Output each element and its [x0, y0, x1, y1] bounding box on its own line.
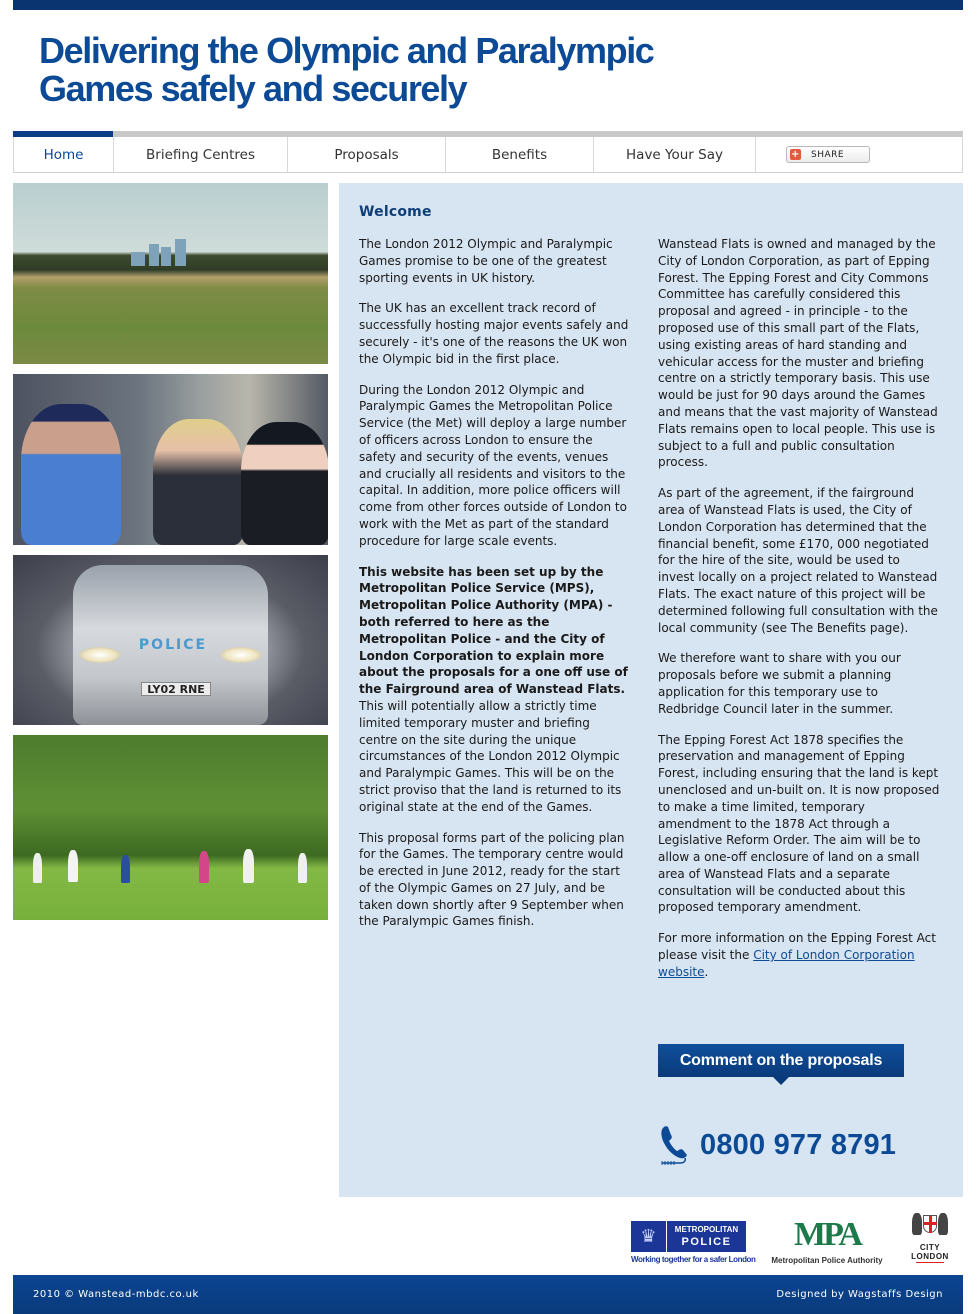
cricket-player — [199, 851, 209, 883]
person-officer — [241, 422, 328, 545]
phone-contact — [658, 1123, 896, 1167]
top-bar — [13, 0, 963, 10]
city-crest-icon — [910, 1211, 950, 1243]
paragraph: The Epping Forest Act 1878 specifies the preservation and management of Epping Forest, including ensuring that the land is kept unenclosed and un-built on. It is now proposed to make a time limited, temporary amendment to the 1878 Act through a Legislative Reform Order. The aim will be to allow a one-off enclosure of land on a small area of Wanstead Flats and a separate consultation will be conducted about this proposed temporary amendment. — [658, 732, 940, 915]
mpa-subtitle: Metropolitan Police Authority — [771, 1256, 883, 1265]
person-man — [21, 404, 121, 545]
paragraph: This proposal forms part of the policing plan for the Games. The temporary centre would be erected in June 2012, ready for the start of the Olympic Games on 27 July, and be taken down shortly after 9 September when the Paralympic Games finish. — [359, 830, 625, 929]
share-container — [756, 137, 962, 172]
met-line-2: POLICE — [681, 1236, 732, 1248]
person-woman — [153, 419, 243, 545]
right-text-column — [658, 236, 940, 995]
plus-icon: + — [791, 148, 800, 160]
cricket-player — [121, 855, 130, 883]
cricket-player — [243, 849, 254, 883]
footer — [13, 1275, 963, 1314]
paragraph-suffix: . — [704, 964, 709, 979]
site-title-line-1: Delivering the Olympic and Paralympic — [39, 30, 654, 71]
city-of-london-logo[interactable] — [906, 1211, 954, 1263]
cricket-player — [33, 853, 42, 883]
photo-wanstead-flats — [13, 183, 328, 364]
share-label: SHARE — [811, 149, 845, 160]
nav-proposals[interactable]: Proposals — [288, 137, 446, 172]
paragraph: We therefore want to share with you our proposals before we submit a planning application for this temporary use to Redbridge Council later in the summer. — [658, 651, 901, 716]
met-tagline: Working together for a safer London — [631, 1255, 756, 1264]
met-logo-box — [631, 1221, 746, 1252]
paragraph: Wanstead Flats is owned and managed by the City of London Corporation, as part of Epping Forest. The Epping Forest and City Commons Committee has carefully considered this proposal and agreed - in principle - to the proposed use of this small part of the Flats, using existing areas of hard standing and vehicular access for the muster and briefing centre on a strictly temporary basis. This use would be just for 90 days around the Games and means that the vast majority of Wanstead Flats remains open to local people. This use is subject to a full and public consultation process. — [658, 237, 938, 470]
nav-briefing-centres[interactable]: Briefing Centres — [114, 137, 288, 172]
mpa-logo[interactable] — [767, 1218, 887, 1265]
paragraph: The London 2012 Olympic and Paralympic Games promise to be one of the greatest sporting events in UK history. — [359, 237, 613, 285]
footer-copyright: 2010 © Wanstead-mbdc.co.uk — [33, 1289, 199, 1300]
car-headlight-right — [220, 647, 262, 663]
photo-cricket — [13, 735, 328, 920]
skyline-graphic — [123, 238, 198, 266]
car-police-text: POLICE — [138, 637, 208, 653]
paragraph-bold-intro: This website has been set up by the Metropolitan Police Service (MPS), Metropolitan Police Authority (MPA) - both referred to here as the Metropolitan Police - and the City of London Corporation to explain more about the proposals for a one off use of the Fairground area of Wanstead Flats. — [359, 564, 628, 697]
paragraph: The UK has an excellent track record of successfully hosting major events safely and securely - it's one of the reasons the UK won the Olympic bid in the first place. — [359, 301, 629, 366]
nav-benefits[interactable]: Benefits — [446, 137, 594, 172]
photo-police-residents — [13, 374, 328, 545]
comment-on-proposals-button[interactable]: Comment on the proposals — [658, 1044, 904, 1077]
nav-home[interactable]: Home — [14, 137, 114, 172]
met-line-1: METROPOLITAN — [674, 1225, 739, 1234]
main-nav — [13, 131, 963, 173]
share-button[interactable] — [786, 146, 870, 163]
photo-column — [13, 183, 328, 930]
content-panel — [339, 183, 963, 1197]
paragraph-rest: This will potentially allow a strictly time limited temporary muster and briefing centre on the site during the unique circumstances of the London 2012 Olympic and Paralympic Games. This will be on the strict proviso that the land is returned to its original state at the end of the Games. — [359, 698, 622, 814]
cricket-player — [298, 853, 307, 883]
photo-police-car — [13, 555, 328, 725]
city-line-2: LONDON — [911, 1252, 949, 1261]
met-logo-text — [667, 1221, 746, 1252]
city-of-london-link[interactable]: City of London Corporation website — [658, 948, 915, 979]
left-text-column — [359, 236, 629, 944]
phone-icon — [658, 1123, 694, 1167]
car-headlight-left — [79, 647, 121, 663]
car-plate: LY02 RNE — [141, 682, 211, 696]
city-line-1: CITY — [919, 1243, 941, 1252]
welcome-heading: Welcome — [359, 204, 432, 220]
paragraph — [658, 930, 940, 980]
site-title-line-2: Games safely and securely — [39, 68, 467, 109]
mpa-mark: MPA — [794, 1216, 860, 1253]
crest-icon: ♛ — [631, 1221, 667, 1252]
site-title — [39, 32, 799, 108]
paragraph: During the London 2012 Olympic and Paralympic Games the Metropolitan Police Service (the Met) will deploy a large number of officers across London to ensure the safety and security of the events, venues and crucially all residents and visitors to the capital. In addition, more police officers will come from other forces outside of London to work with the Met as part of the standard procedure for large scale events. — [359, 382, 627, 548]
footer-credit[interactable]: Designed by Wagstaffs Design — [776, 1289, 943, 1300]
phone-number: 0800 977 8791 — [700, 1128, 897, 1161]
nav-have-your-say[interactable]: Have Your Say — [594, 137, 756, 172]
cricket-player — [68, 850, 78, 882]
paragraph — [359, 564, 629, 816]
city-underline — [916, 1262, 944, 1263]
paragraph-prefix: For more information on the Epping Forest Act please visit the — [658, 931, 936, 963]
metropolitan-police-logo[interactable] — [631, 1221, 756, 1267]
paragraph: As part of the agreement, if the fairground area of Wanstead Flats is used, the City of London Corporation has determined that the financial benefit, some £170, 000 negotiated for the hire of the site, would be used to invest locally on a project related to Wanstead Flats. The exact nature of this project will be determined following full consultation with the local community (see The Benefits page). — [658, 486, 938, 635]
